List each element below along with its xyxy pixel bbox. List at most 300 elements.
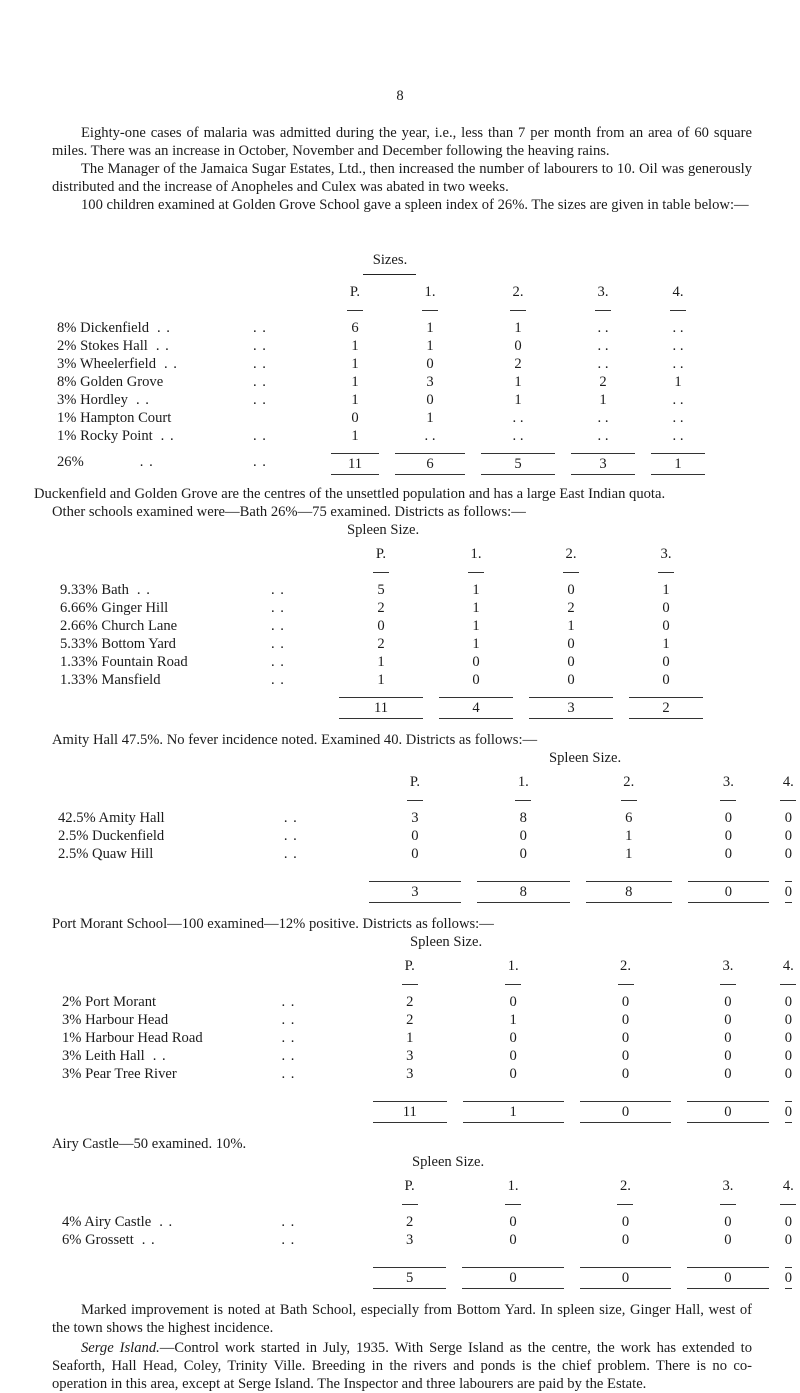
column-header: 4.	[782, 774, 794, 790]
cell-value: 0	[509, 1066, 517, 1082]
total-value-text: 3	[571, 453, 635, 475]
table-row	[57, 427, 713, 445]
total-value-text: 1	[463, 1101, 564, 1123]
column-header: 2.	[512, 284, 524, 300]
dash-mark	[407, 800, 423, 801]
header-underline	[679, 975, 777, 993]
column-header: P.	[404, 958, 415, 974]
table-row	[57, 391, 713, 409]
cell-value: 0	[509, 1232, 517, 1248]
dash-mark	[515, 800, 531, 801]
airy-paragraph: Airy Castle—50 examined. 10%.	[52, 1136, 247, 1152]
cell-value: 1	[351, 428, 359, 444]
total-value-text: 5	[481, 453, 555, 475]
cell-value: . .	[512, 410, 524, 426]
leader-dots: . .	[283, 828, 298, 844]
header-underline	[643, 301, 713, 319]
header-row	[62, 957, 800, 975]
header-underline	[578, 791, 681, 809]
total-value	[454, 1267, 571, 1289]
dash-mark	[505, 1204, 521, 1205]
cell-value: 0	[621, 1012, 630, 1028]
district-name: 1.33% Mansfield	[60, 672, 161, 688]
column-header: 1.	[424, 284, 436, 300]
total-value	[431, 697, 521, 719]
totals-row	[62, 1101, 800, 1123]
cell-value: 0	[509, 994, 517, 1010]
column-header: 1.	[517, 774, 529, 790]
total-value-text: 3	[369, 881, 461, 903]
table1-title-rule	[363, 274, 416, 275]
total-value	[777, 1101, 800, 1123]
table-row	[62, 993, 800, 1011]
filler-cell	[278, 863, 361, 881]
cell-value: 0	[621, 1232, 630, 1248]
header-underline-row	[62, 1195, 800, 1213]
header-underline	[521, 563, 621, 581]
cell-value: 1	[472, 618, 480, 634]
header-underline	[680, 791, 777, 809]
filler-cell	[275, 1177, 365, 1195]
header-underline	[323, 301, 387, 319]
intro-paragraph-2: The Manager of the Jamaica Sugar Estates, Ltd., then increased the number of labourers to 10. Oil was generously distributed and the increase of Anopheles and Culex was abated in two weeks.	[52, 161, 752, 195]
cell-value: 2	[377, 636, 385, 652]
totals-row	[62, 1267, 800, 1289]
district-name: 2% Port Morant	[62, 994, 157, 1010]
table3-title: Spleen Size.	[549, 750, 622, 766]
cell-value: 1	[662, 582, 670, 598]
cell-value: 3	[411, 810, 419, 826]
filler-cell	[278, 791, 361, 809]
column-header: 2.	[620, 958, 631, 974]
cell-value: . .	[512, 428, 524, 444]
header-row	[60, 545, 711, 563]
header-underline	[387, 301, 473, 319]
district-name: 8% Dickenfield . .	[57, 320, 171, 336]
leader-dots: . .	[271, 618, 285, 634]
cell-value: 0	[784, 810, 792, 826]
intro-paragraph-1: Eighty-one cases of malaria was admitted during the year, i.e., less than 7 per month from an area of 60 square miles. There was an increase in October, November and December following the heaving rains.	[52, 125, 752, 159]
dash-mark	[617, 1204, 633, 1205]
spacer-row	[57, 445, 713, 453]
cell-value: 1	[567, 618, 575, 634]
column-header: 3.	[722, 774, 734, 790]
column-header: 3.	[660, 546, 672, 562]
cell-value: . .	[672, 392, 684, 408]
header-underline-row	[57, 301, 713, 319]
total-label	[57, 453, 247, 475]
dash-mark	[720, 1204, 736, 1205]
table-row	[60, 581, 711, 599]
total-value-text: 0	[462, 1267, 563, 1289]
district-name: 42.5% Amity Hall	[58, 810, 165, 826]
cell-value: 1	[674, 374, 682, 390]
total-value-text: 5	[373, 1267, 447, 1289]
cell-value: 1	[472, 582, 480, 598]
cell-value: 0	[411, 828, 419, 844]
table5-title: Spleen Size.	[412, 1154, 485, 1170]
cell-value: 6	[625, 810, 633, 826]
total-value-text: 8	[477, 881, 569, 903]
district-name: 8% Golden Grove	[57, 374, 164, 390]
district-name: 9.33% Bath . .	[60, 582, 151, 598]
table-row	[62, 1213, 800, 1231]
column-header: 3.	[722, 958, 734, 974]
cell-value: 0	[621, 1214, 630, 1230]
leader-dots: . .	[271, 672, 285, 688]
column-header: 4.	[672, 284, 684, 300]
cell-value: . .	[597, 338, 609, 354]
filler-cell	[278, 773, 361, 791]
dash-mark	[373, 572, 389, 573]
total-value	[777, 881, 800, 903]
dash-mark	[505, 984, 521, 985]
cell-value: 2	[405, 1214, 414, 1230]
leader-dots: . .	[253, 374, 267, 390]
header-underline	[454, 1195, 571, 1213]
cell-value: 1	[514, 320, 522, 336]
cell-value: . .	[597, 356, 609, 372]
cell-value: 2	[377, 600, 385, 616]
total-value	[679, 1267, 777, 1289]
cell-value: 0	[509, 1048, 517, 1064]
total-value	[521, 697, 621, 719]
filler-cell	[275, 1083, 364, 1101]
dash-mark	[780, 984, 796, 985]
total-value	[572, 1101, 679, 1123]
leader-dots	[247, 409, 323, 427]
table-row	[60, 671, 711, 689]
district-name: 4% Airy Castle . .	[62, 1214, 174, 1230]
header-row	[62, 1177, 800, 1195]
dash-mark	[618, 984, 634, 985]
column-header: P.	[375, 546, 387, 562]
table2-spleen-bath	[60, 545, 711, 719]
header-underline	[473, 301, 563, 319]
column-header: P.	[349, 284, 361, 300]
header-underline	[572, 1195, 679, 1213]
dash-mark	[658, 572, 674, 573]
total-value	[323, 453, 387, 475]
cell-value: . .	[672, 338, 684, 354]
table5-spleen-airy	[62, 1177, 800, 1289]
total-value-text: 3	[529, 697, 613, 719]
cell-value: 3	[405, 1232, 414, 1248]
total-value-text: 0	[785, 1267, 792, 1289]
table-row	[62, 1065, 800, 1083]
table-row	[60, 617, 711, 635]
cell-value: 0	[784, 1066, 792, 1082]
district-name: 1% Hampton Court	[57, 410, 172, 426]
cell-value: 0	[567, 672, 575, 688]
table-row	[62, 1011, 800, 1029]
total-value-text: 1	[651, 453, 705, 475]
table-row	[57, 337, 713, 355]
dash-mark	[468, 572, 484, 573]
total-value	[572, 1267, 679, 1289]
filler-cell	[275, 1267, 365, 1289]
name-dots: . .	[152, 1048, 167, 1064]
cell-value: 8	[519, 810, 527, 826]
header-row	[57, 283, 713, 301]
cell-value: 5	[377, 582, 385, 598]
cell-value: 0	[509, 1214, 517, 1230]
total-value	[361, 881, 469, 903]
port-morant-paragraph: Port Morant School—100 examined—12% positive. Districts as follows:—	[52, 916, 494, 932]
header-underline	[777, 1195, 800, 1213]
leader-dots: . .	[281, 1232, 296, 1248]
cell-value: 1	[426, 320, 434, 336]
table-row	[57, 409, 713, 427]
leader-dots: . .	[281, 1012, 296, 1028]
total-value	[365, 1267, 455, 1289]
cell-value: 0	[784, 828, 792, 844]
district-name: 3% Hordley . .	[57, 392, 150, 408]
header-underline	[777, 975, 800, 993]
cell-value: 0	[724, 1214, 732, 1230]
total-value-text: 11	[339, 697, 423, 719]
cell-value: 0	[621, 1066, 630, 1082]
cell-value: 0	[411, 846, 419, 862]
header-underline	[469, 791, 577, 809]
cell-value: 1	[377, 654, 385, 670]
total-value-text: 0	[687, 1101, 769, 1123]
total-value	[331, 697, 431, 719]
column-header: 1.	[470, 546, 482, 562]
table-row	[62, 1231, 800, 1249]
header-underline	[365, 1195, 455, 1213]
leader-dots: . .	[271, 600, 285, 616]
cell-value: 0	[567, 636, 575, 652]
cell-value: 1	[472, 636, 480, 652]
column-header: 4.	[782, 958, 794, 974]
dash-mark	[720, 800, 736, 801]
dash-mark	[621, 800, 637, 801]
cell-value: 0	[784, 1030, 792, 1046]
dash-mark	[780, 800, 796, 801]
cell-value: 0	[509, 1030, 517, 1046]
cell-value: 0	[426, 356, 434, 372]
cell-value: . .	[424, 428, 436, 444]
district-name: 2.5% Duckenfield	[58, 828, 165, 844]
dash-mark	[510, 310, 526, 311]
cell-value: 3	[406, 1066, 414, 1082]
table3-spleen-amity	[58, 773, 800, 903]
cell-value: 2	[514, 356, 522, 372]
total-value-text: 0	[687, 1267, 769, 1289]
table-row	[60, 599, 711, 617]
total-value	[455, 1101, 572, 1123]
district-name: 6% Grossett . .	[62, 1232, 156, 1248]
totals-row	[60, 697, 711, 719]
table1-title: Sizes.	[372, 252, 408, 268]
cell-value: 2	[567, 600, 575, 616]
district-name: 1% Harbour Head Road	[62, 1030, 203, 1046]
total-value	[469, 881, 577, 903]
table-row	[57, 373, 713, 391]
district-name: 3% Leith Hall . .	[62, 1048, 167, 1064]
total-value-text: 2	[629, 697, 703, 719]
serge-island-heading: Serge Island.	[81, 1340, 160, 1356]
cell-value: 0	[519, 846, 527, 862]
cell-value: 0	[724, 1048, 732, 1064]
cell-value: 0	[724, 1030, 732, 1046]
column-header: 1.	[507, 1178, 519, 1194]
cell-value: 0	[724, 828, 733, 844]
cell-value: 0	[514, 338, 522, 354]
cell-value: 1	[351, 374, 359, 390]
spacer-row	[58, 863, 800, 881]
total-value-text: 11	[373, 1101, 447, 1123]
name-dots: . .	[135, 392, 150, 408]
leader-dots: . .	[281, 1214, 296, 1230]
total-value	[365, 1101, 455, 1123]
filler-cell	[278, 881, 361, 903]
leader-dots: . .	[281, 1066, 296, 1082]
cell-value: 3	[406, 1048, 414, 1064]
cell-value: 2	[599, 374, 607, 390]
total-value	[777, 1267, 800, 1289]
spacer-row	[60, 689, 711, 697]
cell-value: 1	[426, 338, 434, 354]
cell-value: 1	[351, 338, 359, 354]
district-name: 3% Wheelerfield . .	[57, 356, 178, 372]
total-value-text: 0	[580, 1267, 671, 1289]
district-name: 2.66% Church Lane	[60, 618, 178, 634]
name-dots: . .	[159, 1214, 174, 1230]
cell-value: 1	[625, 828, 633, 844]
cell-value: 0	[724, 846, 733, 862]
total-value-text: 11	[331, 453, 379, 475]
header-underline-row	[62, 975, 800, 993]
leader-dots: . .	[281, 1030, 296, 1046]
serge-island-paragraph	[52, 1339, 752, 1393]
leader-dots: . .	[281, 994, 296, 1010]
total-value-text: 6	[395, 453, 465, 475]
dash-mark	[422, 310, 438, 311]
intro-paragraph-3: 100 children examined at Golden Grove School gave a spleen index of 26%. The sizes are given in table below:—	[81, 197, 749, 213]
other-schools-paragraph: Other schools examined were—Bath 26%—75 examined. Districts as follows:—	[52, 504, 526, 520]
total-value	[563, 453, 643, 475]
cell-value: 6	[351, 320, 359, 336]
column-header: P.	[404, 1178, 415, 1194]
total-value-text: 0	[580, 1101, 671, 1123]
cell-value: 0	[519, 828, 527, 844]
table-row	[58, 845, 800, 863]
table4-title: Spleen Size.	[410, 934, 483, 950]
district-name: 6.66% Ginger Hill	[60, 600, 169, 616]
cell-value: 1	[625, 846, 633, 862]
cell-value: 1	[599, 392, 607, 408]
header-underline	[621, 563, 711, 581]
spacer-row	[62, 1083, 800, 1101]
leader-dots: . .	[253, 392, 267, 408]
cell-value: 1	[514, 392, 522, 408]
column-header: 1.	[507, 958, 519, 974]
name-dots: . .	[160, 428, 175, 444]
leader-dots: . .	[283, 846, 298, 862]
cell-value: . .	[672, 428, 684, 444]
header-underline	[572, 975, 679, 993]
column-header: 3.	[722, 1178, 734, 1194]
serge-island-text: —Control work started in July, 1935. With Serge Island as the centre, the work has extended to Seaforth, Hall Head, Coley, Trinity Ville. Breeding in the rivers and ponds is the chief problem. There is no co-operation in this area, except at Serge Island. The Inspector and three labourers are paid by the Estate.	[52, 1340, 752, 1392]
leader-dots: . .	[283, 810, 298, 826]
marked-improvement-paragraph: Marked improvement is noted at Bath School, especially from Bottom Yard. In spleen size, Ginger Hall, west of the town shows the highest incidence.	[52, 1302, 752, 1336]
total-value-text: 0	[785, 881, 792, 903]
spacer-row	[62, 1249, 800, 1267]
leader-dots: . .	[253, 356, 267, 372]
leader-dots: . .	[253, 428, 267, 444]
cell-value: . .	[672, 320, 684, 336]
leader-dots: . .	[271, 582, 285, 598]
name-dots: . .	[139, 454, 154, 470]
cell-value: 0	[724, 1232, 732, 1248]
table-row	[62, 1047, 800, 1065]
leader-dots: . .	[253, 338, 267, 354]
cell-value: 0	[426, 392, 434, 408]
cell-value: 0	[724, 1012, 732, 1028]
header-underline	[361, 791, 469, 809]
total-value-text: 8	[586, 881, 673, 903]
filler-cell	[275, 975, 364, 993]
cell-value: 0	[724, 810, 733, 826]
totals-row	[57, 453, 713, 475]
cell-value: 1	[351, 392, 359, 408]
cell-value: 1	[509, 1012, 517, 1028]
cell-value: 0	[784, 846, 792, 862]
dash-mark	[595, 310, 611, 311]
total-label-text: 26%	[57, 454, 84, 470]
cell-value: 0	[621, 994, 630, 1010]
cell-value: 0	[784, 994, 792, 1010]
cell-value: 0	[784, 1214, 792, 1230]
cell-value: . .	[672, 410, 684, 426]
cell-value: 2	[406, 1012, 414, 1028]
cell-value: 0	[662, 654, 670, 670]
totals-row	[58, 881, 800, 903]
amity-paragraph: Amity Hall 47.5%. No fever incidence noted. Examined 40. Districts as follows:—	[52, 732, 538, 748]
cell-value: 0	[784, 1012, 792, 1028]
total-value	[621, 697, 711, 719]
cell-value: 0	[662, 600, 670, 616]
dash-mark	[780, 1204, 796, 1205]
table2-title: Spleen Size.	[347, 522, 420, 538]
header-underline-row	[58, 791, 800, 809]
cell-value: 0	[377, 618, 385, 634]
column-header: 2.	[619, 1178, 631, 1194]
name-dots: . .	[157, 320, 171, 336]
header-row	[58, 773, 800, 791]
cell-value: 3	[426, 374, 434, 390]
table1-sizes	[57, 283, 713, 475]
filler-cell	[275, 957, 364, 975]
cell-value: 1	[426, 410, 434, 426]
cell-value: . .	[672, 356, 684, 372]
column-header: 2.	[565, 546, 577, 562]
header-underline	[777, 791, 800, 809]
table4-spleen-port-morant	[62, 957, 800, 1123]
name-dots: . .	[141, 1232, 156, 1248]
name-dots: . .	[136, 582, 151, 598]
cell-value: 0	[351, 410, 359, 426]
cell-value: 2	[406, 994, 414, 1010]
cell-value: . .	[597, 410, 609, 426]
header-underline	[331, 563, 431, 581]
header-underline	[365, 975, 455, 993]
cell-value: 0	[472, 654, 480, 670]
page-number: 8	[396, 88, 404, 104]
header-underline	[455, 975, 572, 993]
